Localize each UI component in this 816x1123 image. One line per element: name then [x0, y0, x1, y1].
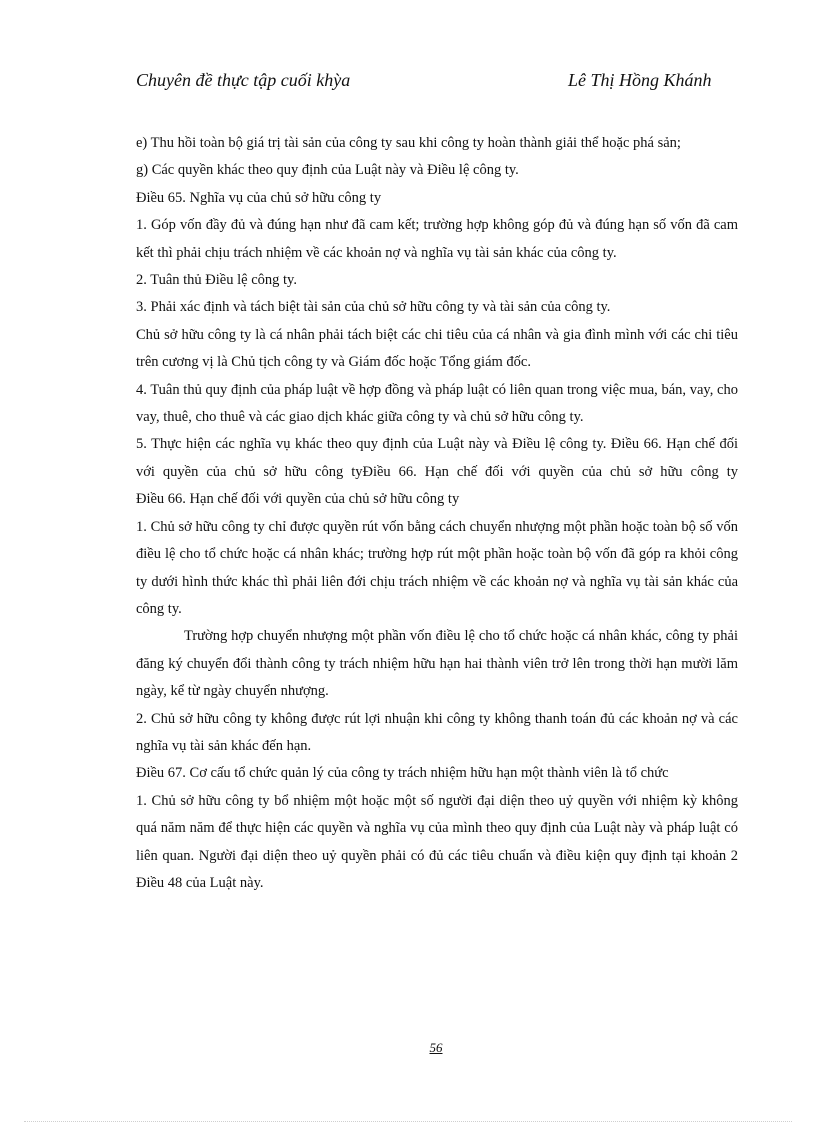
paragraph: 1. Chủ sở hữu công ty bổ nhiệm một hoặc một số người đại diện theo uỷ quyền với nhiệm kỳ không quá năm năm để thực hiện các quyền và nghĩa vụ của mình theo quy định của Luật này và pháp luật có liên quan. Người đại diện theo uỷ quyền phải có đủ các tiêu chuẩn và điều kiện quy định tại khoản 2 Điều 48 của Luật này.	[136, 792, 738, 891]
paragraph: g) Các quyền khác theo quy định của Luật này và Điều lệ công ty.	[136, 162, 519, 179]
paragraph: 2. Tuân thủ Điều lệ công ty.	[136, 272, 297, 289]
paragraph: Trường hợp chuyển nhượng một phần vốn điều lệ cho tổ chức hoặc cá nhân khác, công ty phải đăng ký chuyển đổi thành công ty trách nhiệm hữu hạn hai thành viên trở lên trong thời hạn mười lăm ngày, kể từ ngày chuyển nhượng.	[136, 628, 738, 700]
document-title: Chuyên đề thực tập cuối khỳa	[136, 70, 351, 90]
page-header	[136, 70, 726, 96]
paragraph: 1. Góp vốn đầy đủ và đúng hạn như đã cam kết; trường hợp không góp đủ và đúng hạn số vốn đã cam kết thì phải chịu trách nhiệm về các khoản nợ và nghĩa vụ tài sản khác của công ty.	[136, 217, 738, 261]
paragraph: e) Thu hồi toàn bộ giá trị tài sản của công ty sau khi công ty hoàn thành giải thể hoặc phá sản;	[136, 135, 681, 151]
author-name: Lê Thị Hồng Khánh	[568, 70, 712, 90]
document-body	[136, 130, 738, 897]
paragraph: 2. Chủ sở hữu công ty không được rút lợi nhuận khi công ty không thanh toán đủ các khoản nợ và các nghĩa vụ tài sản khác đến hạn.	[136, 710, 738, 754]
paragraph: Chủ sở hữu công ty là cá nhân phải tách biệt các chi tiêu của cá nhân và gia đình mình với các chi tiêu trên cương vị là Chủ tịch công ty và Giám đốc hoặc Tổng giám đốc.	[136, 326, 738, 371]
page-number: 56	[429, 1040, 443, 1055]
paragraph: 4. Tuân thủ quy định của pháp luật về hợp đồng và pháp luật có liên quan trong việc mua, bán, vay, cho vay, thuê, cho thuê và các giao dịch khác giữa công ty và chủ sở hữu công ty.	[136, 381, 738, 426]
article-heading: Điều 66. Hạn chế đối với quyền của chủ sở hữu công ty	[136, 491, 460, 508]
paragraph: 1. Chủ sở hữu công ty chỉ được quyền rút vốn bằng cách chuyển nhượng một phần hoặc toàn bộ số vốn điều lệ cho tổ chức hoặc cá nhân khác; trường hợp rút một phần hoặc toàn bộ vốn đã góp ra khỏi công ty dưới hình thức khác thì phải liên đới chịu trách nhiệm về các khoản nợ và nghĩa vụ tài sản khác của công ty.	[136, 518, 738, 617]
paragraph: 5. Thực hiện các nghĩa vụ khác theo quy định của Luật này và Điều lệ công ty. Điều 66. Hạn chế đối với quyền của chủ sở hữu công tyĐiều 66. Hạn chế đối với quyền của chủ sở hữu công ty	[136, 436, 738, 480]
article-heading: Điều 67. Cơ cấu tổ chức quản lý của công ty trách nhiệm hữu hạn một thành viên là tổ chức	[136, 765, 669, 782]
article-heading: Điều 65. Nghĩa vụ của chủ sở hữu công ty	[136, 189, 382, 206]
paragraph: 3. Phải xác định và tách biệt tài sản của chủ sở hữu công ty và tài sản của công ty.	[136, 299, 611, 316]
page-bottom-divider	[24, 1121, 792, 1122]
